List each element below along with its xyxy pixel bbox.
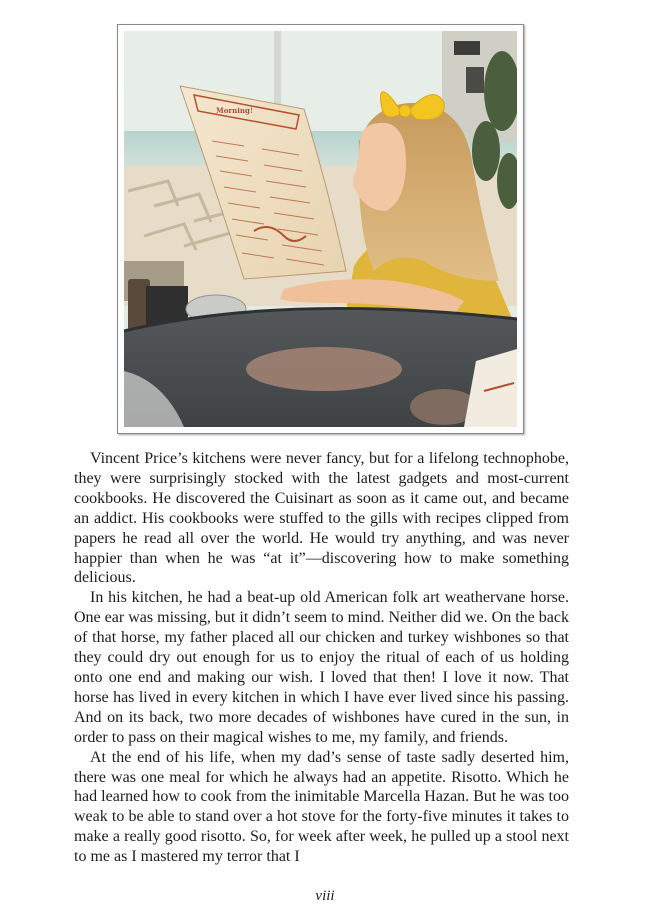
paragraph-weathervane-horse: In his kitchen, he had a beat-up old American folk art weathervane horse. One ear was missing, but it didn’t seem to mind. Neither did we. On the back of that horse, my father placed all our chicken and turkey wishbones so that they could dry out enough for us to enjoy the ritual of each of us holding onto one end and making our wish. I loved that then! I love it now. That horse has lived in every kitchen in which I have ever lived since his passing. And on its back, two more decades of wishbones have cured in the sun, in order to pass on their magical wishes to me, my family, and friends.: [74, 589, 569, 746]
menu-heading: Morning!: [216, 106, 253, 115]
paragraph-kitchens: Vincent Price’s kitchens were never fancy, but for a lifelong technophobe, they were surprisingly stocked with the latest gadgets and most-current cookbooks. He discovered the Cuisinart as soon as it came out, and became an addict. His cookbooks were stuffed to the gills with recipes clipped from papers he read all over the world. He would try anything, and was never happier than when he was “at it”—discovering how to make something delicious.: [74, 450, 569, 587]
girl-reading-menu-photo: [124, 31, 517, 427]
body-text: [74, 449, 569, 867]
paragraph-risotto: At the end of his life, when my dad’s sense of taste sadly deserted him, there was one meal for which he always had an appetite. Risotto. Which he had learned how to cook from the inimitable Marcella Hazan. But he was too weak to be able to stand over a hot stove for the forty-five minutes it takes to make a really good risotto. So, for week after week, he pulled up a stool next to me as I mastered my terror that I: [74, 748, 569, 866]
page-number: viii: [315, 888, 335, 904]
photo-frame: [117, 24, 524, 434]
